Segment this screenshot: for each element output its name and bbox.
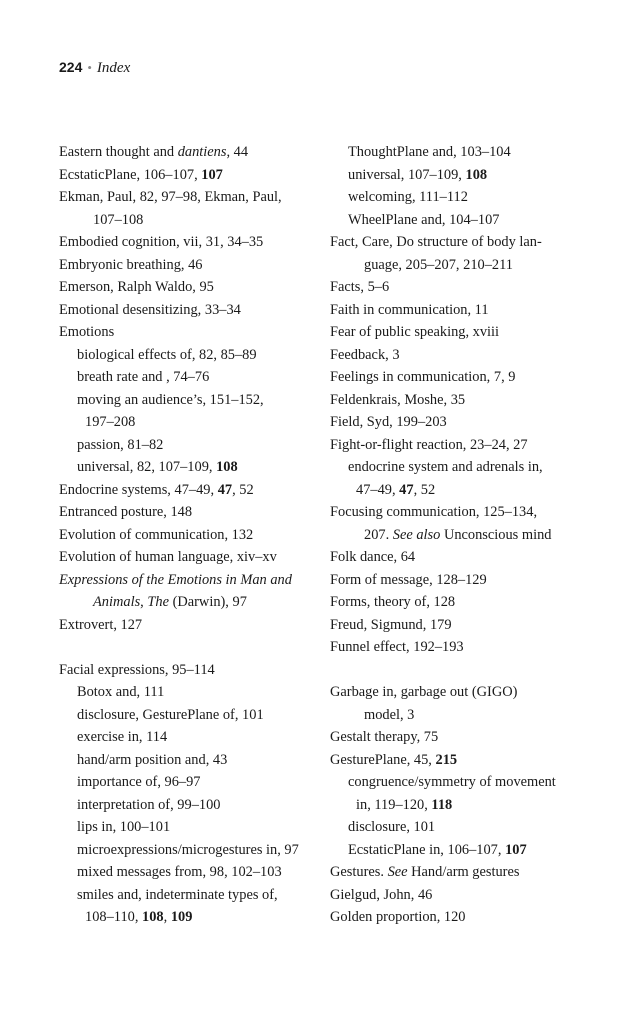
index-entry bbox=[330, 321, 610, 344]
index-entry bbox=[59, 164, 321, 187]
page-ref-bold: 108 bbox=[465, 166, 488, 183]
index-entry bbox=[330, 501, 610, 524]
page-ref-bold: 108 bbox=[216, 459, 238, 475]
index-entry-continuation bbox=[59, 591, 321, 614]
index-entry bbox=[330, 636, 610, 659]
index-entry bbox=[330, 749, 610, 772]
entry-text: 108–110, bbox=[85, 909, 143, 925]
entry-text: Ekman, Paul, 82, 97–98, Ekman, Paul, bbox=[59, 189, 282, 205]
page-ref-bold: 47 bbox=[399, 481, 414, 498]
letter-group-spacer bbox=[59, 636, 321, 659]
entry-text: Facts, 5–6 bbox=[330, 279, 390, 295]
index-entry bbox=[59, 299, 321, 322]
italic-text: Expressions of the Emotions in Man and bbox=[59, 571, 292, 588]
entry-text: Botox and, 111 bbox=[77, 684, 165, 700]
index-entry bbox=[330, 299, 610, 322]
index-entry bbox=[330, 411, 610, 434]
index-subentry bbox=[330, 141, 610, 164]
index-entry bbox=[330, 614, 610, 637]
entry-text: Gielgud, John, 46 bbox=[330, 886, 433, 903]
entry-text: mixed messages from, 98, 102–103 bbox=[77, 864, 282, 880]
entry-text: disclosure, 101 bbox=[348, 819, 436, 835]
entry-text: , 44 bbox=[226, 144, 249, 160]
entry-text: , bbox=[163, 909, 171, 925]
index-entry bbox=[59, 659, 321, 682]
index-entry bbox=[59, 186, 321, 209]
index-entry bbox=[330, 276, 610, 299]
entry-text: Gestalt therapy, 75 bbox=[330, 729, 439, 745]
page-ref-bold: 107 bbox=[201, 166, 223, 183]
index-subentry bbox=[59, 749, 321, 772]
entry-text: Entranced posture, 148 bbox=[59, 504, 193, 520]
header-bullet: • bbox=[87, 60, 92, 75]
entry-text: Form of message, 128–129 bbox=[330, 571, 487, 588]
index-entry bbox=[330, 681, 610, 704]
page-number: 224 bbox=[59, 59, 83, 75]
index-entry bbox=[59, 501, 321, 524]
entry-text: Embryonic breathing, 46 bbox=[59, 256, 203, 273]
entry-text: Freud, Sigmund, 179 bbox=[330, 616, 452, 633]
index-subentry bbox=[330, 816, 610, 839]
entry-text: Evolution of communication, 132 bbox=[59, 526, 254, 543]
entry-text: Embodied cognition, vii, 31, 34–35 bbox=[59, 234, 264, 250]
index-subentry bbox=[59, 794, 321, 817]
entry-text: Garbage in, garbage out (GIGO) bbox=[330, 684, 518, 700]
entry-text: , bbox=[140, 594, 148, 610]
index-subentry bbox=[59, 726, 321, 749]
index-column-left bbox=[59, 141, 321, 929]
entry-text: EcstaticPlane in, 106–107, bbox=[348, 841, 506, 858]
entry-text: importance of, 96–97 bbox=[77, 774, 201, 790]
letter-group-spacer bbox=[330, 659, 610, 682]
entry-text: Emotional desensitizing, 33–34 bbox=[59, 301, 241, 318]
entry-text: endocrine system and adrenals in, bbox=[348, 459, 543, 475]
index-subentry bbox=[59, 771, 321, 794]
entry-text: universal, 82, 107–109, bbox=[77, 459, 217, 475]
entry-text: Focusing communication, 125–134, bbox=[330, 504, 538, 520]
entry-text: in, 119–120, bbox=[356, 796, 432, 813]
entry-text: Forms, theory of, 128 bbox=[330, 594, 456, 610]
entry-text: Golden proportion, 120 bbox=[330, 909, 466, 925]
index-subentry bbox=[59, 884, 321, 907]
entry-text: Unconscious mind bbox=[440, 526, 552, 543]
index-subentry-continuation bbox=[59, 411, 321, 434]
entry-text: Gestures. bbox=[330, 864, 388, 880]
page-ref-bold: 107 bbox=[505, 841, 527, 858]
entry-text: WheelPlane and, 104–107 bbox=[348, 211, 500, 228]
entry-text: universal, 107–109, bbox=[348, 166, 466, 183]
index-subentry-continuation bbox=[330, 794, 610, 817]
entry-text: congruence/symmetry of movement bbox=[348, 774, 556, 790]
italic-text: The bbox=[147, 594, 169, 610]
index-entry-continuation bbox=[330, 254, 610, 277]
entry-text: Emotions bbox=[59, 324, 115, 340]
page-ref-bold: 47 bbox=[217, 481, 233, 498]
italic-text: dantiens bbox=[177, 144, 227, 160]
entry-text: Hand/arm gestures bbox=[407, 864, 520, 880]
page-ref-bold: 109 bbox=[170, 909, 193, 925]
index-subentry bbox=[330, 186, 610, 209]
index-subentry-continuation bbox=[330, 479, 610, 502]
entry-text: 47–49, bbox=[356, 481, 400, 498]
index-entry bbox=[59, 254, 321, 277]
index-entry bbox=[330, 344, 610, 367]
entry-text: GesturePlane, 45, bbox=[330, 751, 436, 768]
index-entry bbox=[59, 524, 321, 547]
entry-text: Evolution of human language, xiv–xv bbox=[59, 549, 277, 565]
index-entry bbox=[59, 614, 321, 637]
entry-text: 207. bbox=[364, 526, 393, 543]
entry-text: (Darwin), 97 bbox=[168, 594, 247, 610]
index-entry bbox=[59, 321, 321, 344]
index-entry bbox=[59, 569, 321, 592]
entry-text: Fear of public speaking, xviii bbox=[330, 324, 500, 340]
entry-text: Extrovert, 127 bbox=[59, 616, 143, 633]
index-subentry bbox=[59, 389, 321, 412]
entry-text: model, 3 bbox=[364, 706, 415, 723]
index-entry bbox=[330, 546, 610, 569]
entry-text: microexpressions/microgestures in, 97 bbox=[77, 841, 299, 858]
index-entry-continuation bbox=[330, 524, 610, 547]
page-ref-bold: 108 bbox=[142, 909, 164, 925]
index-entry bbox=[59, 479, 321, 502]
entry-text: smiles and, indeterminate types of, bbox=[77, 886, 278, 903]
index-subentry bbox=[59, 861, 321, 884]
entry-text: welcoming, 111–112 bbox=[348, 189, 468, 205]
index-entry bbox=[330, 591, 610, 614]
entry-text: interpretation of, 99–100 bbox=[77, 796, 221, 813]
running-header bbox=[59, 57, 130, 78]
index-subentry bbox=[59, 366, 321, 389]
index-subentry bbox=[59, 456, 321, 479]
entry-text: 107–108 bbox=[93, 211, 144, 228]
entry-text: EcstaticPlane, 106–107, bbox=[59, 166, 202, 183]
entry-text: Feelings in communication, 7, 9 bbox=[330, 369, 516, 385]
entry-text: biological effects of, 82, 85–89 bbox=[77, 346, 257, 363]
index-entry bbox=[59, 276, 321, 299]
entry-text: moving an audience’s, 151–152, bbox=[77, 391, 264, 408]
index-entry bbox=[330, 569, 610, 592]
entry-text: hand/arm position and, 43 bbox=[77, 751, 228, 768]
index-subentry bbox=[59, 816, 321, 839]
index-entry bbox=[330, 366, 610, 389]
entry-text: , 52 bbox=[232, 481, 254, 498]
entry-text: Folk dance, 64 bbox=[330, 549, 416, 565]
index-entry bbox=[330, 906, 610, 929]
entry-text: Feedback, 3 bbox=[330, 346, 400, 363]
index-subentry bbox=[59, 839, 321, 862]
entry-text: , 52 bbox=[413, 481, 436, 498]
entry-text: exercise in, 114 bbox=[77, 729, 168, 745]
entry-text: disclosure, GesturePlane of, 101 bbox=[77, 706, 264, 723]
index-subentry-continuation bbox=[59, 906, 321, 929]
entry-text: Facial expressions, 95–114 bbox=[59, 661, 215, 678]
italic-text: Animals bbox=[93, 594, 141, 610]
entry-text: guage, 205–207, 210–211 bbox=[364, 256, 513, 273]
index-subentry bbox=[59, 434, 321, 457]
entry-text: Faith in communication, 11 bbox=[330, 301, 489, 318]
italic-text: See bbox=[387, 864, 408, 880]
index-entry-continuation bbox=[330, 704, 610, 727]
index-entry bbox=[59, 141, 321, 164]
index-subentry bbox=[330, 164, 610, 187]
index-subentry bbox=[59, 704, 321, 727]
entry-text: 197–208 bbox=[85, 414, 136, 430]
entry-text: Fight-or-flight reaction, 23–24, 27 bbox=[330, 436, 528, 453]
entry-text: Eastern thought and bbox=[59, 144, 178, 160]
index-entry-continuation bbox=[59, 209, 321, 232]
index-entry bbox=[59, 546, 321, 569]
index-subentry bbox=[59, 681, 321, 704]
index-entry bbox=[330, 884, 610, 907]
entry-text: lips in, 100–101 bbox=[77, 819, 171, 835]
entry-text: breath rate and , 74–76 bbox=[77, 369, 210, 385]
entry-text: Endocrine systems, 47–49, bbox=[59, 481, 218, 498]
index-entry bbox=[59, 231, 321, 254]
index-subentry bbox=[330, 771, 610, 794]
index-entry bbox=[330, 861, 610, 884]
entry-text: Feldenkrais, Moshe, 35 bbox=[330, 391, 466, 408]
index-subentry bbox=[330, 209, 610, 232]
entry-text: Field, Syd, 199–203 bbox=[330, 414, 447, 430]
index-column-right bbox=[330, 141, 610, 929]
index-entry bbox=[330, 389, 610, 412]
italic-text: See also bbox=[392, 526, 441, 543]
index-subentry bbox=[59, 344, 321, 367]
entry-text: Emerson, Ralph Waldo, 95 bbox=[59, 279, 214, 295]
index-entry bbox=[330, 726, 610, 749]
entry-text: Fact, Care, Do structure of body lan- bbox=[330, 234, 542, 250]
page-ref-bold: 215 bbox=[435, 751, 458, 768]
page-ref-bold: 118 bbox=[431, 796, 453, 813]
index-subentry bbox=[330, 839, 610, 862]
index-entry bbox=[330, 434, 610, 457]
index-entry bbox=[330, 231, 610, 254]
entry-text: ThoughtPlane and, 103–104 bbox=[348, 144, 511, 160]
entry-text: Funnel effect, 192–193 bbox=[330, 639, 464, 655]
entry-text: passion, 81–82 bbox=[77, 436, 164, 453]
running-title: Index bbox=[96, 60, 131, 76]
index-subentry bbox=[330, 456, 610, 479]
